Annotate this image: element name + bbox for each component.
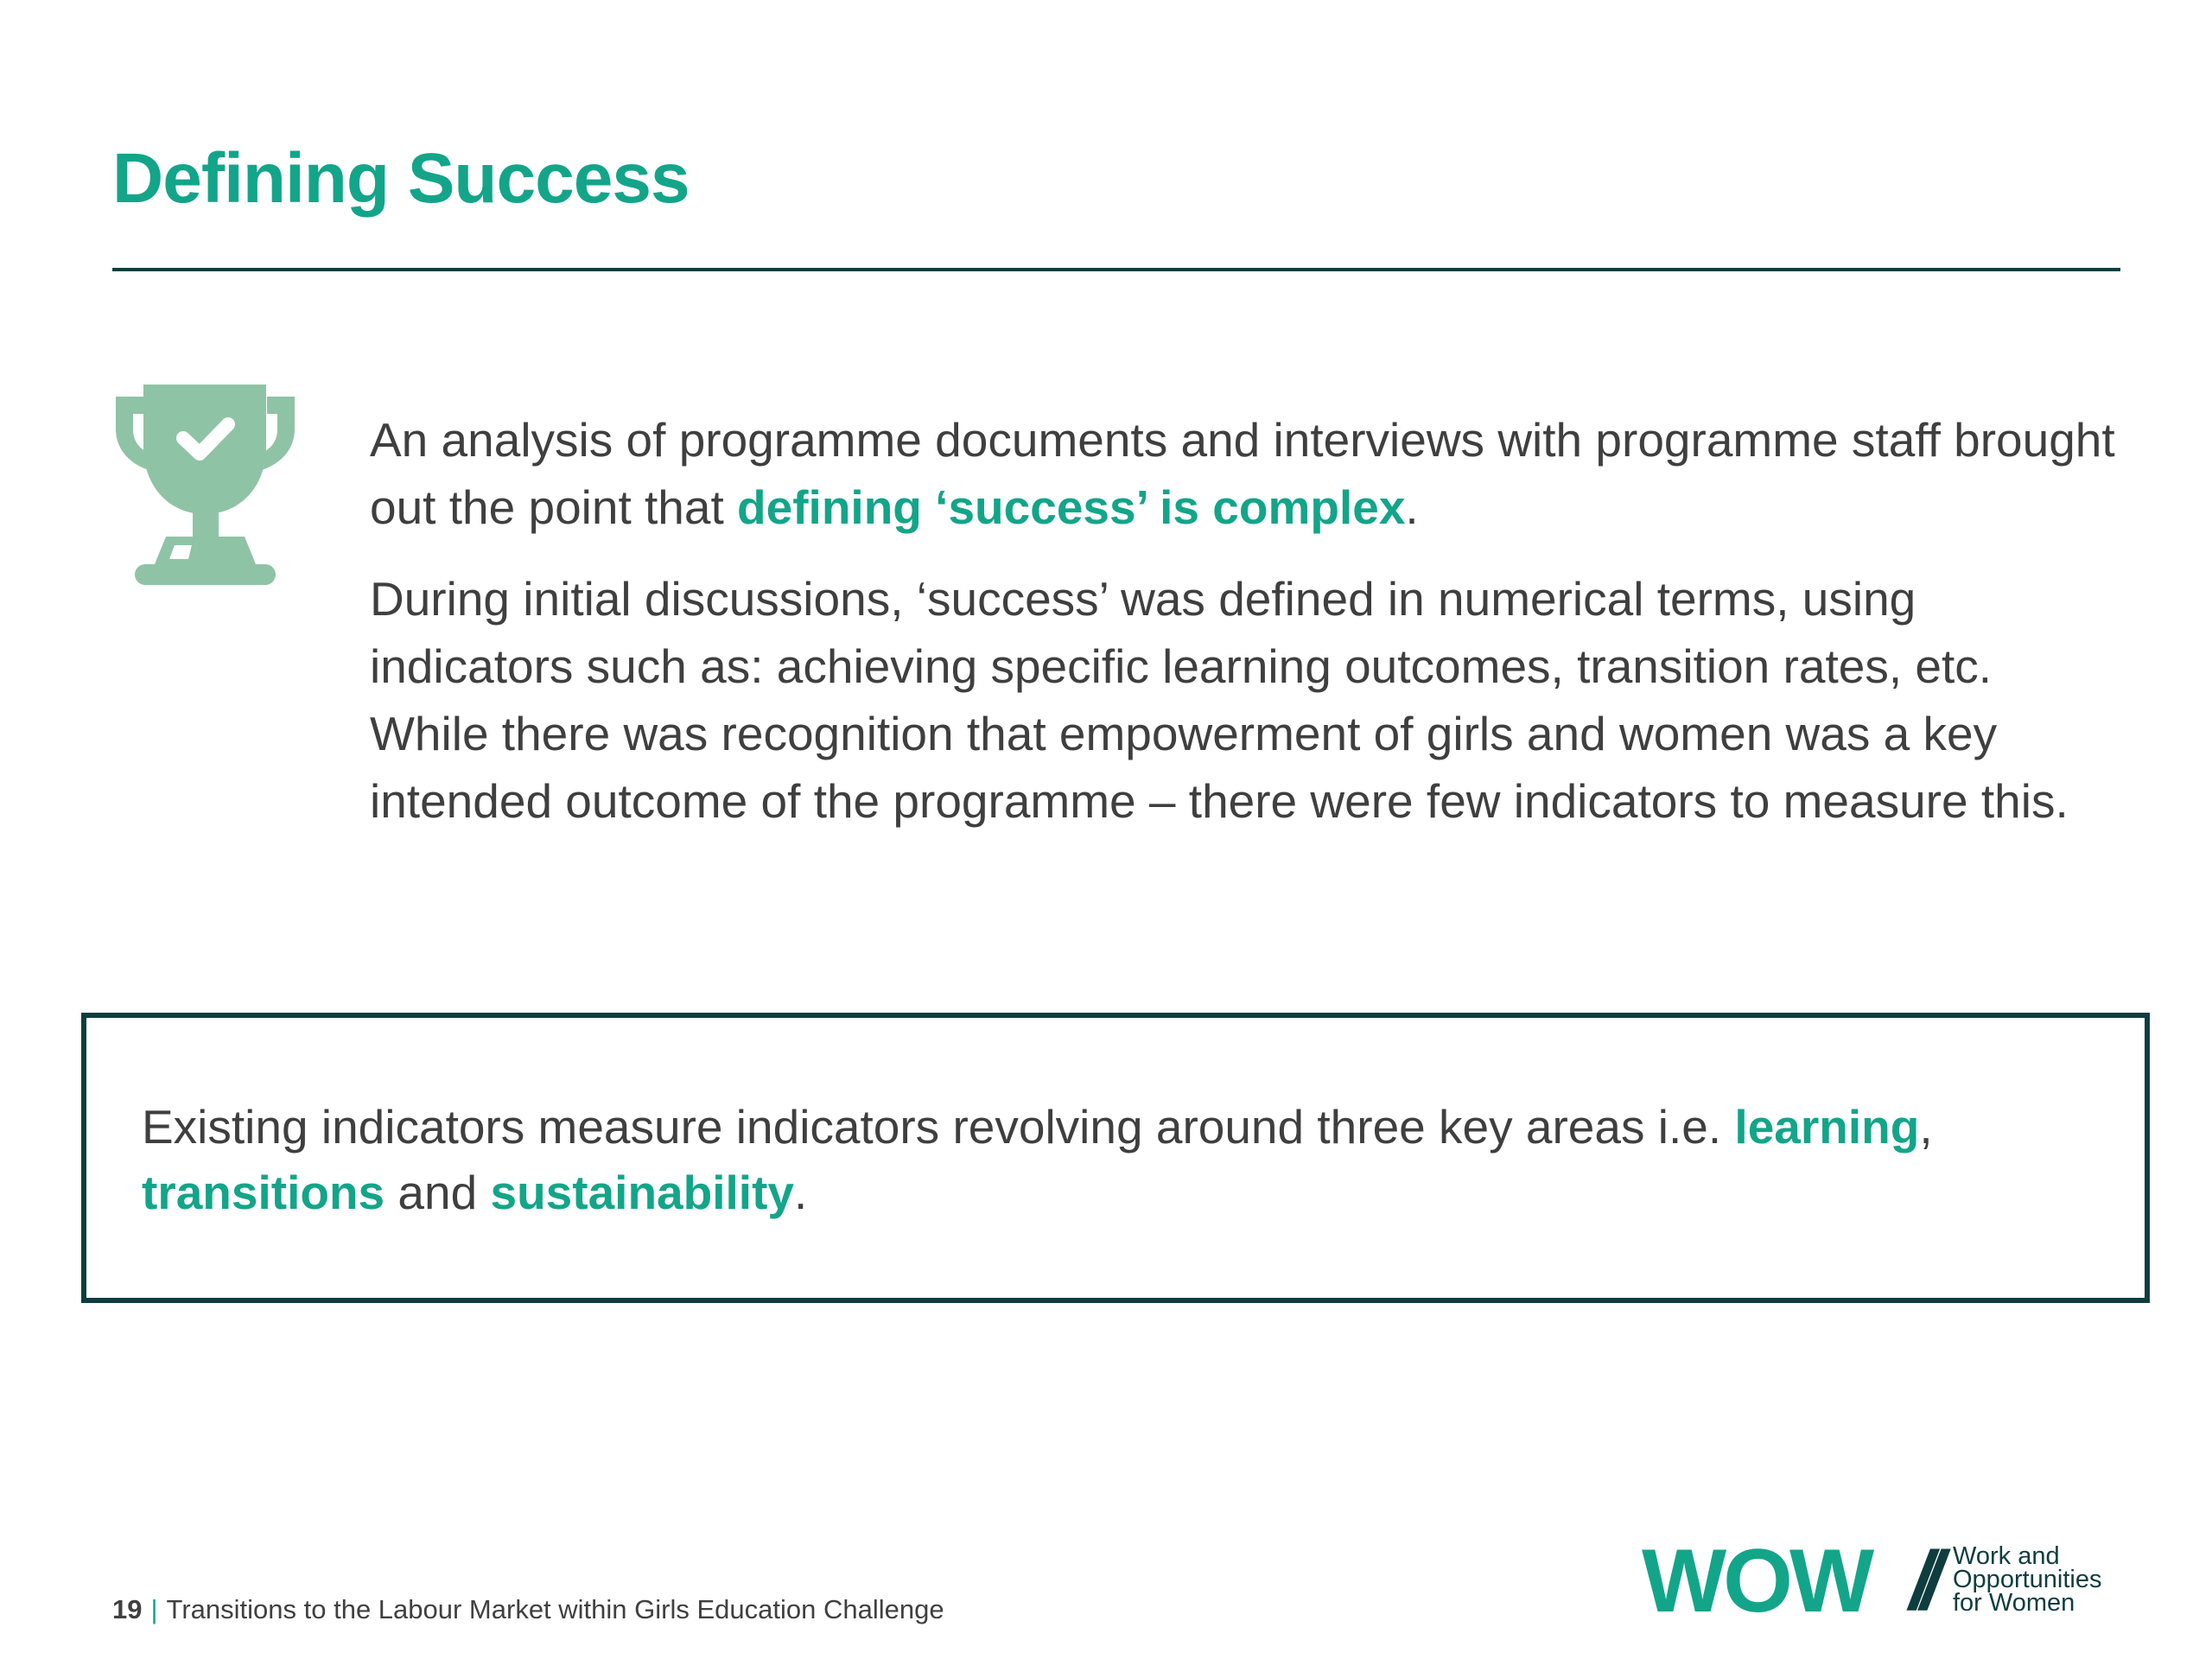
logo-tagline-line: Work and — [1953, 1542, 2060, 1570]
key-areas-callout-box — [81, 1013, 2150, 1303]
intro-paragraph-2: During initial discussions, ‘success’ was defined in numerical terms, using indicators such as: achieving specific learning outcomes, transition rates, etc. While there was recognition that empowerment of girls and women was a key intended outcome of the programme – there were few indicators to measure this. — [370, 572, 2069, 828]
trophy-check-icon — [112, 385, 298, 585]
logo-tagline — [1953, 1542, 2102, 1617]
logo-tagline-line: for Women — [1953, 1589, 2075, 1617]
callout-separator: and — [385, 1166, 491, 1219]
page-number: 19 — [112, 1594, 143, 1624]
footer-separator: | — [150, 1594, 158, 1624]
page-title: Defining Success — [112, 139, 690, 218]
logo-wordmark: WOW — [1642, 1531, 1872, 1631]
intro-text-end: . — [1405, 480, 1419, 534]
term-transitions: transitions — [142, 1166, 385, 1219]
logo-slash: // — [1910, 1535, 1932, 1627]
term-sustainability: sustainability — [490, 1166, 794, 1219]
intro-text — [370, 406, 2115, 859]
document-title: Transitions to the Labour Market within Girls Education Challenge — [166, 1594, 944, 1624]
logo-tagline-line: Opportunities — [1953, 1566, 2102, 1593]
term-learning: learning — [1734, 1100, 1920, 1154]
callout-text — [142, 1094, 2093, 1225]
intro-text-span: An analysis of programme documents and interviews with programme staff brought out the point that — [370, 413, 2115, 534]
callout-text-span: Existing indicators measure indicators revolving around three key areas i.e. — [142, 1100, 1735, 1154]
callout-end: . — [793, 1166, 808, 1219]
highlight-defining-success: defining ‘success’ is complex — [737, 480, 1406, 534]
wow-logo — [1642, 1531, 2126, 1631]
page-footer — [112, 1594, 944, 1625]
intro-paragraph-1 — [370, 406, 2115, 541]
title-divider — [112, 268, 2120, 271]
callout-separator: , — [1919, 1100, 1933, 1154]
